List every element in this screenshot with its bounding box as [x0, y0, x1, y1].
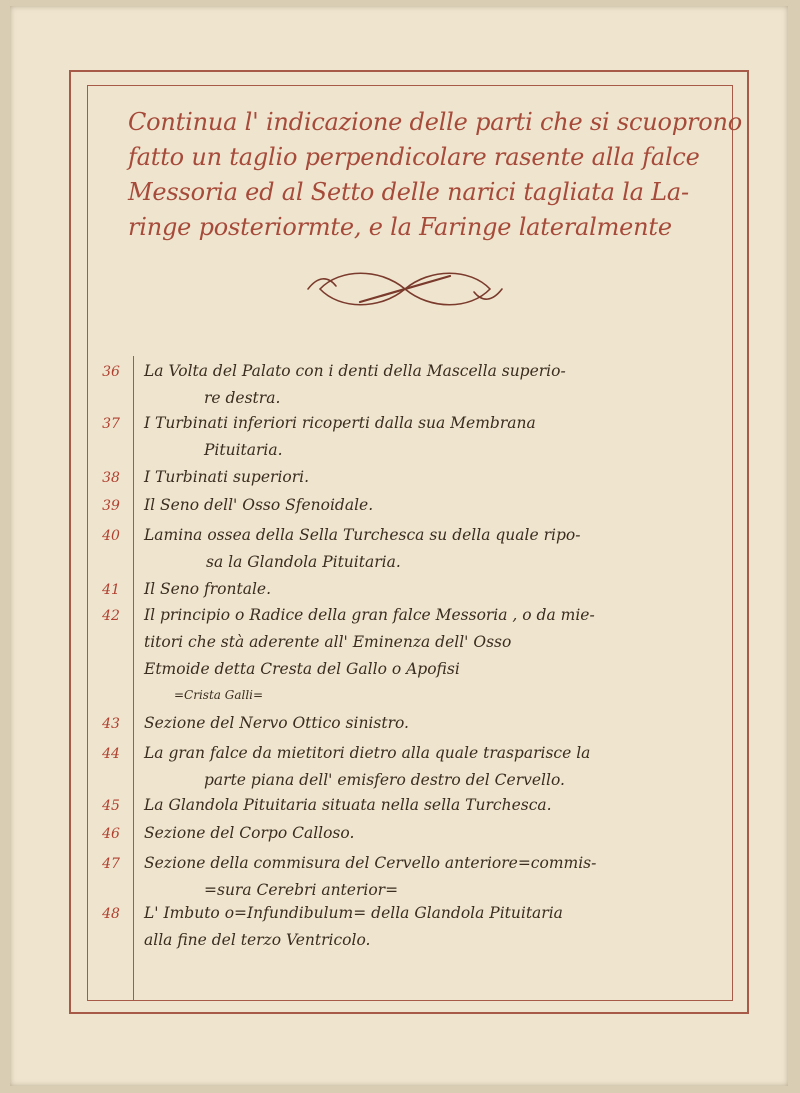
entry-number: 47 [102, 856, 120, 872]
entry-number: 37 [102, 416, 120, 432]
entry-number: 43 [102, 716, 120, 732]
entry-text-line: Sezione della commisura del Cervello anteriore=commis- [144, 854, 597, 872]
entry-text-line: Lamina ossea della Sella Turchesca su della quale ripo- [144, 526, 581, 544]
entry-number: 42 [102, 608, 120, 624]
entry-text-line: Etmoide detta Cresta del Gallo o Apofisi [144, 660, 460, 678]
title-line: ringe posteriormte, e la Faringe lateralmente [128, 213, 672, 241]
entry-number: 44 [102, 746, 120, 762]
entry-number: 41 [102, 582, 120, 598]
entry-text-line: Il principio o Radice della gran falce Messoria , o da mie- [144, 606, 595, 624]
entry-text-line: I Turbinati superiori. [144, 468, 310, 486]
title-line: Continua l' indicazione delle parti che si scuoprono [128, 108, 742, 136]
entry-text-line: L' Imbuto o=Infundibulum= della Glandola Pituitaria [144, 904, 563, 922]
entry-text-line: I Turbinati inferiori ricoperti dalla sua Membrana [144, 414, 536, 432]
entry-text-line: Sezione del Nervo Ottico sinistro. [144, 714, 409, 732]
entry-text-line: sa la Glandola Pituitaria. [206, 553, 401, 571]
entry-number: 39 [102, 498, 120, 514]
entry-text-line: La Volta del Palato con i denti della Mascella superio- [144, 362, 566, 380]
page-title [128, 105, 742, 245]
entry-text-line: La gran falce da mietitori dietro alla quale trasparisce la [144, 744, 591, 762]
flourish-ornament [300, 266, 510, 312]
entry-text-line: alla fine del terzo Ventricolo. [144, 931, 371, 949]
entry-number: 40 [102, 528, 120, 544]
entry-text-line: Pituitaria. [204, 441, 283, 459]
entry-number: 48 [102, 906, 120, 922]
entry-text-line: =sura Cerebri anterior= [204, 881, 399, 899]
entry-number: 38 [102, 470, 120, 486]
margin-rule [133, 356, 134, 1001]
entry-text-line: Il Seno frontale. [144, 580, 272, 598]
entry-text-line: titori che stà aderente all' Eminenza dell' Osso [144, 633, 512, 651]
entry-text-line: La Glandola Pituitaria situata nella sella Turchesca. [144, 796, 552, 814]
entry-number: 46 [102, 826, 120, 842]
entry-text-line: Il Seno dell' Osso Sfenoidale. [144, 496, 374, 514]
entry-text-line: parte piana dell' emisfero destro del Cervello. [204, 771, 565, 789]
title-line: Messoria ed al Setto delle narici tagliata la La- [128, 178, 689, 206]
title-line: fatto un taglio perpendicolare rasente alla falce [128, 143, 700, 171]
entry-text-line: =Crista Galli= [174, 688, 264, 702]
entry-number: 45 [102, 798, 120, 814]
entry-text-line: re destra. [204, 389, 281, 407]
entry-number: 36 [102, 364, 120, 380]
entry-text-line: Sezione del Corpo Calloso. [144, 824, 355, 842]
